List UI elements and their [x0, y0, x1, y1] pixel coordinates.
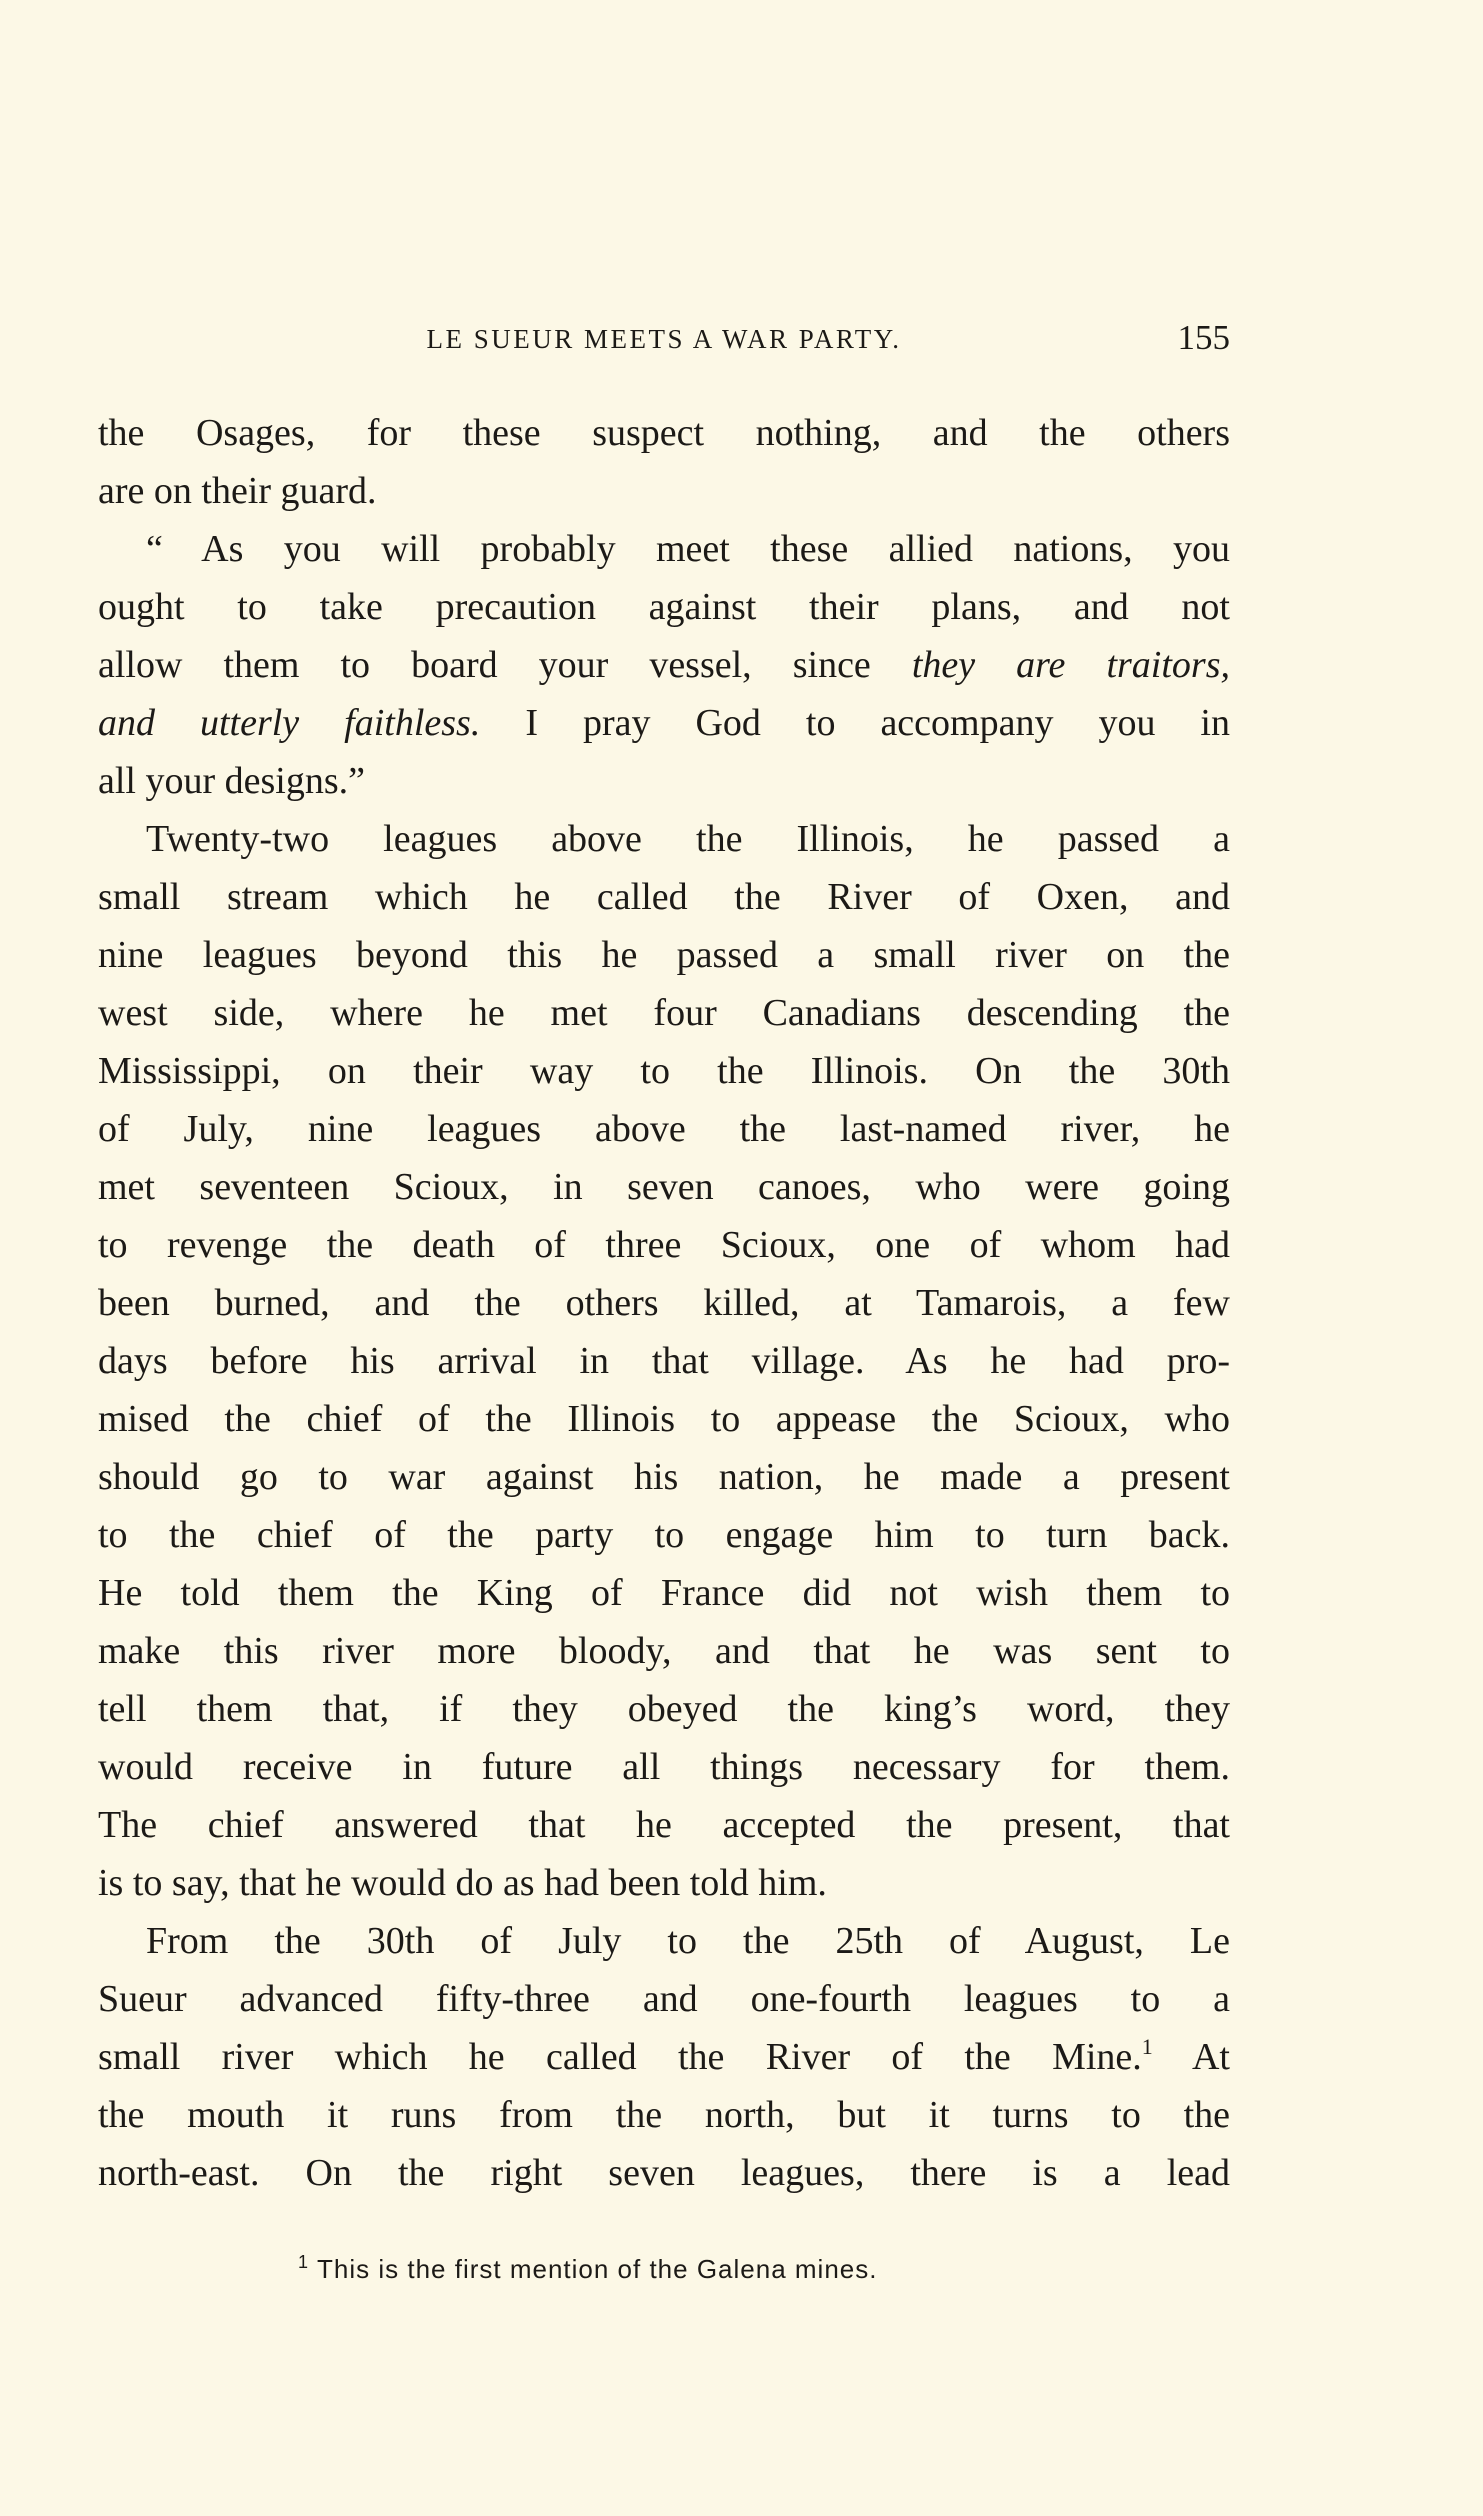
text-line: make this river more bloody, and that he was sent to — [98, 1630, 1230, 1672]
text-line: of July, nine leagues above the last-named river, he — [98, 1108, 1230, 1150]
text-line: west side, where he met four Canadians descending the — [98, 992, 1230, 1034]
footnote-reference: 1 — [1141, 2034, 1153, 2059]
body-text — [98, 404, 1230, 2202]
text-line: nine leagues beyond this he passed a small river on the — [98, 934, 1230, 976]
text-line: He told them the King of France did not wish them to — [98, 1572, 1230, 1614]
text-line: small stream which he called the River of Oxen, and — [98, 876, 1230, 918]
text-line: ought to take precaution against their plans, and not — [98, 586, 1230, 628]
text-line: the Osages, for these suspect nothing, and the others — [98, 412, 1230, 454]
text-line: Twenty-two leagues above the Illinois, he passed a — [146, 818, 1230, 860]
text-line: north-east. On the right seven leagues, there is a lead — [98, 2152, 1230, 2194]
text-line: mised the chief of the Illinois to appease the Scioux, who — [98, 1398, 1230, 1440]
text-line: Sueur advanced fifty-three and one-fourth leagues to a — [98, 1978, 1230, 2020]
text-line: is to say, that he would do as had been told him. — [98, 1862, 827, 1904]
text-line: allow them to board your vessel, since they are traitors, — [98, 644, 1230, 686]
text-line: to revenge the death of three Scioux, one of whom had — [98, 1224, 1230, 1266]
text-line: Mississippi, on their way to the Illinois. On the 30th — [98, 1050, 1230, 1092]
text-line: all your designs.” — [98, 760, 366, 802]
italic-phrase: and utterly faithless. — [98, 702, 481, 744]
text-line: tell them that, if they obeyed the king’s word, they — [98, 1688, 1230, 1730]
text-line: “ As you will probably meet these allied nations, you — [146, 528, 1230, 570]
text-line: the mouth it runs from the north, but it turns to the — [98, 2094, 1230, 2136]
footnote-text: This is the first mention of the Galena mines. — [317, 2254, 878, 2284]
text-line: days before his arrival in that village. As he had pro- — [98, 1340, 1230, 1382]
text-line: should go to war against his nation, he made a present — [98, 1456, 1230, 1498]
text-line: would receive in future all things necessary for them. — [98, 1746, 1230, 1788]
text-line: met seventeen Scioux, in seven canoes, who were going — [98, 1166, 1230, 1208]
italic-phrase: they are traitors, — [911, 644, 1230, 686]
text-line: to the chief of the party to engage him to turn back. — [98, 1514, 1230, 1556]
page-number: 155 — [1177, 318, 1230, 357]
text-line: From the 30th of July to the 25th of August, Le — [146, 1920, 1230, 1962]
text-line: small river which he called the River of the Mine.$^1$ At — [98, 2034, 1230, 2078]
text-line: been burned, and the others killed, at Tamarois, a few — [98, 1282, 1230, 1324]
text-line: are on their guard. — [98, 470, 377, 512]
footnote-marker: 1 — [298, 2252, 310, 2272]
text-line: and utterly faithless. I pray God to accompany you in — [98, 702, 1230, 744]
running-head — [98, 318, 1230, 358]
text-line: The chief answered that he accepted the present, that — [98, 1804, 1230, 1846]
footnote — [298, 2254, 1198, 2285]
running-title: LE SUEUR MEETS A WAR PARTY. — [426, 324, 902, 354]
